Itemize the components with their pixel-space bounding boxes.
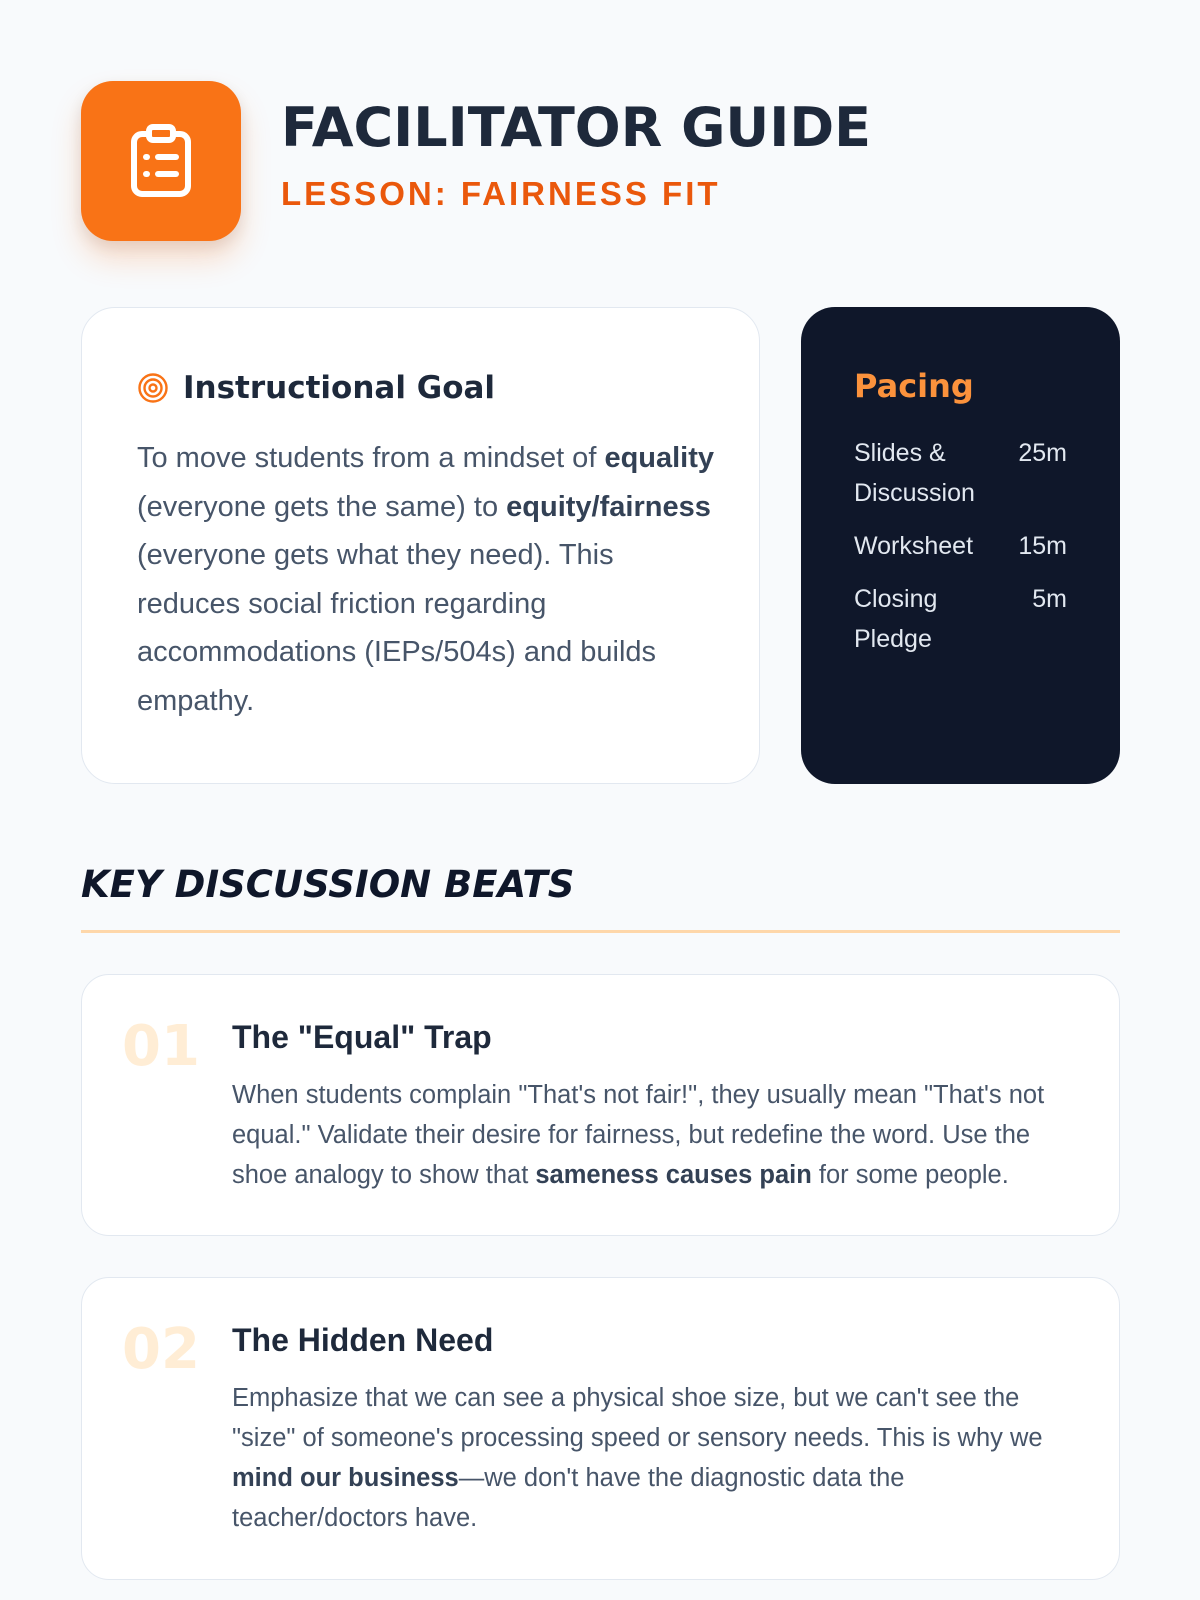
goal-heading <box>137 368 495 408</box>
beat-number: 02 <box>122 1317 200 1382</box>
pacing-row-slides <box>854 433 1067 513</box>
pacing-row-closing <box>854 579 1067 659</box>
goal-title: Instructional Goal <box>183 370 496 406</box>
beat-body <box>232 1075 1082 1195</box>
beat-title: The "Equal" Trap <box>232 1019 492 1055</box>
pacing-label: Worksheet <box>854 532 974 560</box>
goal-description <box>137 434 717 725</box>
section-divider <box>81 930 1120 933</box>
beat-bold-text: sameness causes pain <box>535 1161 812 1189</box>
pacing-row-worksheet <box>854 526 1067 566</box>
page-header <box>81 81 1120 241</box>
discussion-beat-card <box>81 974 1120 1236</box>
lesson-subtitle: LESSON: FAIRNESS FIT <box>281 175 721 212</box>
pacing-card <box>801 307 1120 784</box>
goal-bold-equality: equality <box>604 442 715 474</box>
goal-text-2: (everyone gets the same) to <box>137 490 507 523</box>
goal-bold-equity: equity/fairness <box>506 490 711 523</box>
clipboard-list-icon <box>81 81 241 241</box>
pacing-title: Pacing <box>854 367 974 405</box>
beat-text-1: Emphasize that we can see a physical shoe size, but we can't see the "size" of someone's processing speed or sensory needs. This is why we <box>232 1384 1043 1452</box>
pacing-value: 15m <box>1018 532 1067 560</box>
beat-title: The Hidden Need <box>232 1322 494 1358</box>
goal-text-1: To move students from a mindset of <box>137 442 605 474</box>
pacing-value: 5m <box>1032 585 1067 613</box>
beat-text-1: When students complain "That's not fair!", they usually mean "That's not equal." Validate their desire for fairness, but redefine the word. Use the shoe analogy to show that <box>232 1081 1045 1189</box>
beat-text-2: for some people. <box>811 1161 1009 1189</box>
target-icon <box>137 372 169 404</box>
instructional-goal-card <box>81 307 760 784</box>
pacing-value: 25m <box>1018 439 1067 467</box>
pacing-label: Closing Pledge <box>854 585 938 653</box>
page-title: FACILITATOR GUIDE <box>281 96 872 159</box>
section-title: KEY DISCUSSION BEATS <box>81 863 575 906</box>
beat-bold-text: mind our business <box>232 1464 459 1492</box>
goal-text-3: (everyone gets what they need). This reduces social friction regarding accommodations (IEPs/504s) and builds empathy. <box>137 539 657 717</box>
discussion-beat-card <box>81 1277 1120 1580</box>
pacing-label: Slides & Discussion <box>854 439 975 507</box>
beat-number: 01 <box>122 1014 200 1079</box>
beat-text-2: —we don't have the diagnostic data the teacher/doctors have. <box>232 1464 905 1532</box>
beat-body <box>232 1378 1082 1538</box>
